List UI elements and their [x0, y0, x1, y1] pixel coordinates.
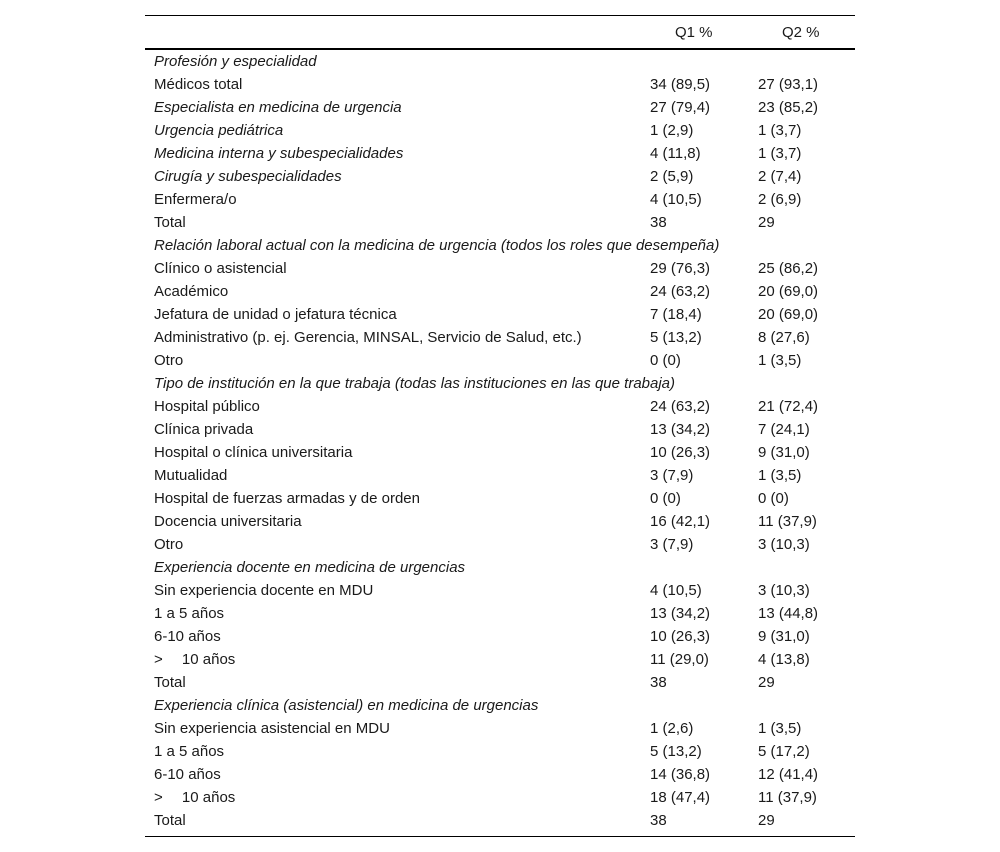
cell-q2: 4 (13,8): [758, 651, 810, 668]
row-label: Especialista en medicina de urgencia: [154, 99, 402, 116]
table-row: [145, 96, 855, 119]
column-header-q2: Q2 %: [782, 24, 820, 41]
row-label: Experiencia clínica (asistencial) en medicina de urgencias: [154, 697, 539, 714]
cell-q1: 10 (26,3): [650, 628, 711, 645]
table-row: [145, 280, 855, 303]
cell-q2: 9 (31,0): [758, 444, 810, 461]
table-row: [145, 487, 855, 510]
section-header-row: [145, 694, 855, 717]
cell-q1: 11 (29,0): [650, 651, 709, 668]
cell-q2: 25 (86,2): [758, 260, 819, 277]
table-row: [145, 211, 855, 234]
row-label: Hospital o clínica universitaria: [154, 444, 353, 461]
cell-q1: 4 (10,5): [650, 191, 702, 208]
cell-q1: 5 (13,2): [650, 743, 702, 760]
table-row: [145, 418, 855, 441]
row-label: Experiencia docente en medicina de urgencias: [154, 559, 466, 576]
cell-q2: 27 (93,1): [758, 76, 819, 93]
cell-q2: 3 (10,3): [758, 536, 810, 553]
row-label: Sin experiencia docente en MDU: [154, 582, 374, 599]
table-row: [145, 303, 855, 326]
table-row: [145, 648, 855, 671]
row-label: Administrativo (p. ej. Gerencia, MINSAL, Servicio de Salud, etc.): [154, 329, 582, 346]
cell-q2: 3 (10,3): [758, 582, 810, 599]
table-row: [145, 786, 855, 809]
row-label: Otro: [154, 536, 184, 553]
cell-q1: 5 (13,2): [650, 329, 702, 346]
cell-q2: 7 (24,1): [758, 421, 810, 438]
row-label: Relación laboral actual con la medicina de urgencia (todos los roles que desempeña): [154, 237, 720, 254]
table-row: [145, 349, 855, 372]
table-row: [145, 809, 855, 832]
table-row: [145, 257, 855, 280]
row-label: Medicina interna y subespecialidades: [154, 145, 404, 162]
section-header-row: [145, 50, 855, 73]
cell-q1: 3 (7,9): [650, 536, 694, 553]
table-row: [145, 717, 855, 740]
table-row: [145, 441, 855, 464]
row-label: Profesión y especialidad: [154, 53, 317, 70]
row-label: > 10 años: [154, 651, 236, 668]
cell-q2: 5 (17,2): [758, 743, 810, 760]
cell-q2: 20 (69,0): [758, 306, 819, 323]
cell-q2: 20 (69,0): [758, 283, 819, 300]
row-label: 6-10 años: [154, 766, 221, 783]
row-label: Académico: [154, 283, 229, 300]
table-row: [145, 763, 855, 786]
cell-q2: 11 (37,9): [758, 789, 817, 806]
cell-q1: 13 (34,2): [650, 421, 711, 438]
cell-q2: 13 (44,8): [758, 605, 819, 622]
table-body: [145, 50, 855, 836]
cell-q1: 29 (76,3): [650, 260, 711, 277]
table-row: [145, 579, 855, 602]
cell-q1: 38: [650, 214, 667, 231]
cell-q1: 24 (63,2): [650, 398, 711, 415]
cell-q2: 1 (3,5): [758, 720, 802, 737]
cell-q2: 2 (6,9): [758, 191, 802, 208]
section-header-row: [145, 556, 855, 579]
table-row: [145, 73, 855, 96]
table-row: [145, 119, 855, 142]
section-header-row: [145, 234, 855, 257]
table-row: [145, 326, 855, 349]
cell-q1: 7 (18,4): [650, 306, 702, 323]
row-label: Cirugía y subespecialidades: [154, 168, 342, 185]
row-label: Tipo de institución en la que trabaja (todas las instituciones en las que trabaja): [154, 375, 676, 392]
cell-q1: 16 (42,1): [650, 513, 711, 530]
table-row: [145, 464, 855, 487]
cell-q2: 21 (72,4): [758, 398, 819, 415]
table-row: [145, 188, 855, 211]
table-row: [145, 395, 855, 418]
cell-q2: 2 (7,4): [758, 168, 802, 185]
cell-q2: 0 (0): [758, 490, 789, 507]
table-row: [145, 602, 855, 625]
cell-q1: 1 (2,9): [650, 122, 694, 139]
row-label: 6-10 años: [154, 628, 221, 645]
table-row: [145, 625, 855, 648]
cell-q1: 27 (79,4): [650, 99, 711, 116]
cell-q1: 10 (26,3): [650, 444, 711, 461]
cell-q1: 18 (47,4): [650, 789, 711, 806]
cell-q1: 14 (36,8): [650, 766, 711, 783]
cell-q2: 1 (3,5): [758, 467, 802, 484]
cell-q1: 4 (11,8): [650, 145, 701, 162]
row-label: Sin experiencia asistencial en MDU: [154, 720, 390, 737]
cell-q1: 4 (10,5): [650, 582, 702, 599]
column-header-q1: Q1 %: [675, 24, 713, 41]
cell-q2: 12 (41,4): [758, 766, 819, 783]
section-header-row: [145, 372, 855, 395]
table-row: [145, 740, 855, 763]
row-label: Clínica privada: [154, 421, 254, 438]
data-table: [145, 15, 855, 837]
cell-q2: 29: [758, 812, 775, 829]
cell-q2: 1 (3,7): [758, 145, 802, 162]
row-label: Otro: [154, 352, 184, 369]
cell-q1: 34 (89,5): [650, 76, 711, 93]
table-row: [145, 165, 855, 188]
cell-q1: 3 (7,9): [650, 467, 694, 484]
row-label: Hospital de fuerzas armadas y de orden: [154, 490, 420, 507]
cell-q2: 11 (37,9): [758, 513, 817, 530]
row-label: Jefatura de unidad o jefatura técnica: [154, 306, 397, 323]
row-label: Docencia universitaria: [154, 513, 302, 530]
row-label: Urgencia pediátrica: [154, 122, 284, 139]
row-label: Total: [154, 812, 186, 829]
cell-q1: 1 (2,6): [650, 720, 694, 737]
cell-q2: 23 (85,2): [758, 99, 819, 116]
cell-q1: 38: [650, 674, 667, 691]
row-label: 1 a 5 años: [154, 743, 225, 760]
cell-q2: 8 (27,6): [758, 329, 810, 346]
cell-q1: 24 (63,2): [650, 283, 711, 300]
cell-q2: 29: [758, 674, 775, 691]
cell-q1: 38: [650, 812, 667, 829]
cell-q1: 0 (0): [650, 352, 681, 369]
cell-q2: 29: [758, 214, 775, 231]
row-label: 1 a 5 años: [154, 605, 225, 622]
cell-q2: 1 (3,5): [758, 352, 802, 369]
table-row: [145, 142, 855, 165]
row-label: Médicos total: [154, 76, 243, 93]
table-header: [145, 16, 855, 50]
table-row: [145, 510, 855, 533]
cell-q1: 2 (5,9): [650, 168, 694, 185]
row-label: Clínico o asistencial: [154, 260, 287, 277]
cell-q1: 13 (34,2): [650, 605, 711, 622]
table-row: [145, 533, 855, 556]
row-label: Total: [154, 674, 186, 691]
row-label: Mutualidad: [154, 467, 228, 484]
row-label: Hospital público: [154, 398, 260, 415]
cell-q2: 9 (31,0): [758, 628, 810, 645]
cell-q2: 1 (3,7): [758, 122, 802, 139]
table-row: [145, 671, 855, 694]
row-label: > 10 años: [154, 789, 236, 806]
row-label: Enfermera/o: [154, 191, 237, 208]
cell-q1: 0 (0): [650, 490, 681, 507]
row-label: Total: [154, 214, 186, 231]
